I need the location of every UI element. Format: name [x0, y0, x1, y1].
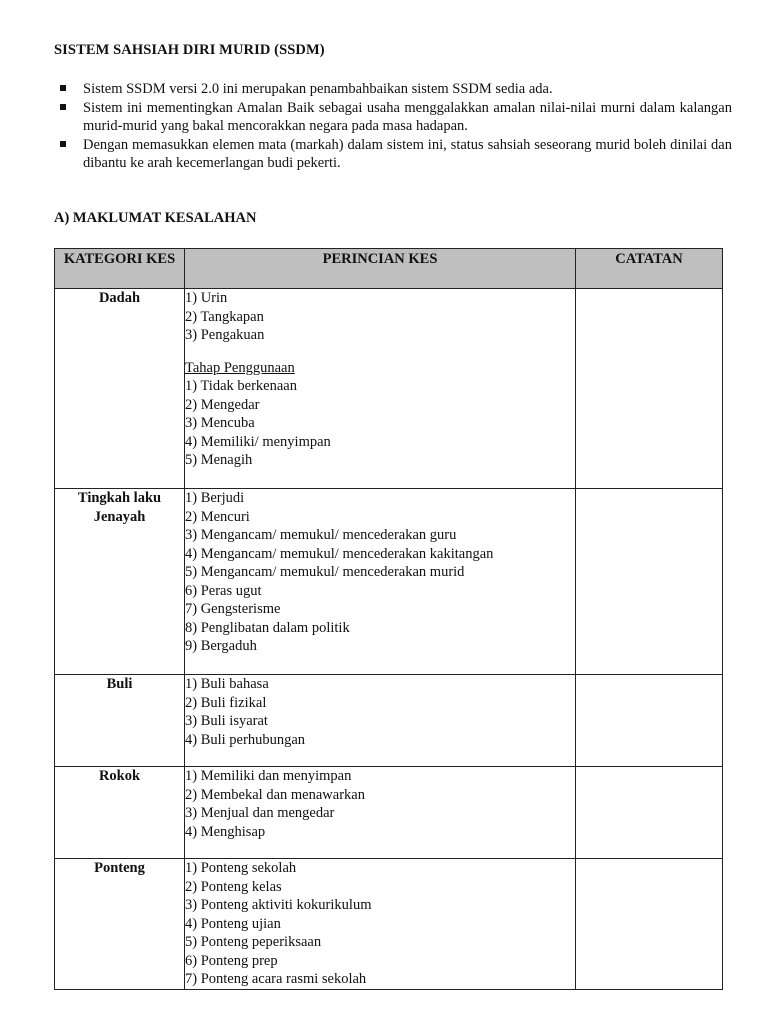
case-item: 4) Buli perhubungan — [185, 731, 306, 748]
details-cell — [185, 675, 576, 767]
square-bullet-icon — [60, 104, 66, 110]
header-notes: CATATAN — [576, 249, 723, 289]
table-row — [55, 489, 723, 675]
case-item: 8) Penglibatan dalam politik — [185, 619, 350, 636]
case-subitem: 2) Mengedar — [185, 396, 260, 413]
category-cell: Buli — [55, 675, 185, 767]
bullet-item — [54, 136, 732, 173]
document-title: SISTEM SAHSIAH DIRI MURID (SSDM) — [54, 42, 325, 58]
case-subitem: 3) Mencuba — [185, 415, 255, 431]
case-subitem: 4) Memiliki/ menyimpan — [185, 433, 331, 450]
notes-cell — [576, 289, 723, 489]
details-cell — [185, 859, 576, 990]
case-item: 3) Menjual dan mengedar — [185, 805, 335, 821]
bullet-item — [54, 99, 732, 136]
square-bullet-icon — [60, 141, 66, 147]
bullet-item — [54, 80, 732, 99]
notes-cell — [576, 859, 723, 990]
notes-cell — [576, 489, 723, 675]
case-item: 4) Ponteng ujian — [185, 915, 281, 932]
case-item: 3) Mengancam/ memukul/ mencederakan guru — [185, 527, 457, 543]
bullet-text: Sistem ini mementingkan Amalan Baik sebagai usaha menggalakkan amalan nilai-nilai murni dalam kalangan murid-murid yang bakal mencorakkan negara pada masa hadapan. — [83, 99, 732, 134]
offence-table — [54, 248, 723, 990]
table-row — [55, 859, 723, 990]
case-item: 6) Peras ugut — [185, 582, 262, 599]
header-category: KATEGORI KES — [55, 249, 185, 289]
case-item: 7) Gengsterisme — [185, 601, 281, 617]
category-cell: Rokok — [55, 767, 185, 859]
square-bullet-icon — [60, 85, 66, 91]
case-item: 6) Ponteng prep — [185, 952, 278, 969]
case-subitem: 5) Menagih — [185, 452, 253, 468]
bullet-text: Dengan memasukkan elemen mata (markah) dalam sistem ini, status sahsiah seseorang murid boleh dinilai dan dibantu ke arah kecemerlangan budi pekerti. — [83, 136, 732, 171]
case-item: 3) Ponteng aktiviti kokurikulum — [185, 897, 372, 913]
case-item: 5) Mengancam/ memukul/ mencederakan murid — [185, 564, 465, 580]
case-item: 2) Mencuri — [185, 508, 250, 525]
case-item: 2) Tangkapan — [185, 308, 264, 325]
intro-bullet-list — [54, 80, 732, 173]
header-details: PERINCIAN KES — [185, 249, 576, 289]
table-row — [55, 675, 723, 767]
case-item: 5) Ponteng peperiksaan — [185, 934, 322, 950]
table-row — [55, 767, 723, 859]
case-item: 9) Bergaduh — [185, 638, 257, 654]
table-row — [55, 289, 723, 489]
case-item: 7) Ponteng acara rasmi sekolah — [185, 971, 367, 987]
category-cell: Ponteng — [55, 859, 185, 990]
case-subitem: 1) Tidak berkenaan — [185, 378, 297, 394]
section-heading: A) MAKLUMAT KESALAHAN — [54, 210, 257, 226]
table-header-row — [55, 249, 723, 289]
details-cell — [185, 289, 576, 489]
case-item: 4) Mengancam/ memukul/ mencederakan kakitangan — [185, 545, 494, 562]
notes-cell — [576, 767, 723, 859]
case-item: 1) Berjudi — [185, 490, 245, 506]
bullet-text: Sistem SSDM versi 2.0 ini merupakan penambahbaikan sistem SSDM sedia ada. — [83, 81, 553, 97]
case-item: 1) Buli bahasa — [185, 676, 269, 692]
case-item: 1) Ponteng sekolah — [185, 860, 297, 876]
case-item: 3) Buli isyarat — [185, 713, 268, 729]
notes-cell — [576, 675, 723, 767]
category-cell: Tingkah laku Jenayah — [55, 489, 185, 675]
case-item: 2) Buli fizikal — [185, 694, 267, 711]
details-cell — [185, 767, 576, 859]
case-item: 2) Membekal dan menawarkan — [185, 786, 365, 803]
case-item: 4) Menghisap — [185, 823, 266, 840]
case-item: 3) Pengakuan — [185, 327, 265, 343]
case-item: 1) Memiliki dan menyimpan — [185, 768, 352, 784]
category-cell: Dadah — [55, 289, 185, 489]
usage-level-subheading: Tahap Penggunaan — [185, 359, 295, 376]
case-item: 1) Urin — [185, 290, 228, 306]
case-item: 2) Ponteng kelas — [185, 878, 282, 895]
details-cell — [185, 489, 576, 675]
